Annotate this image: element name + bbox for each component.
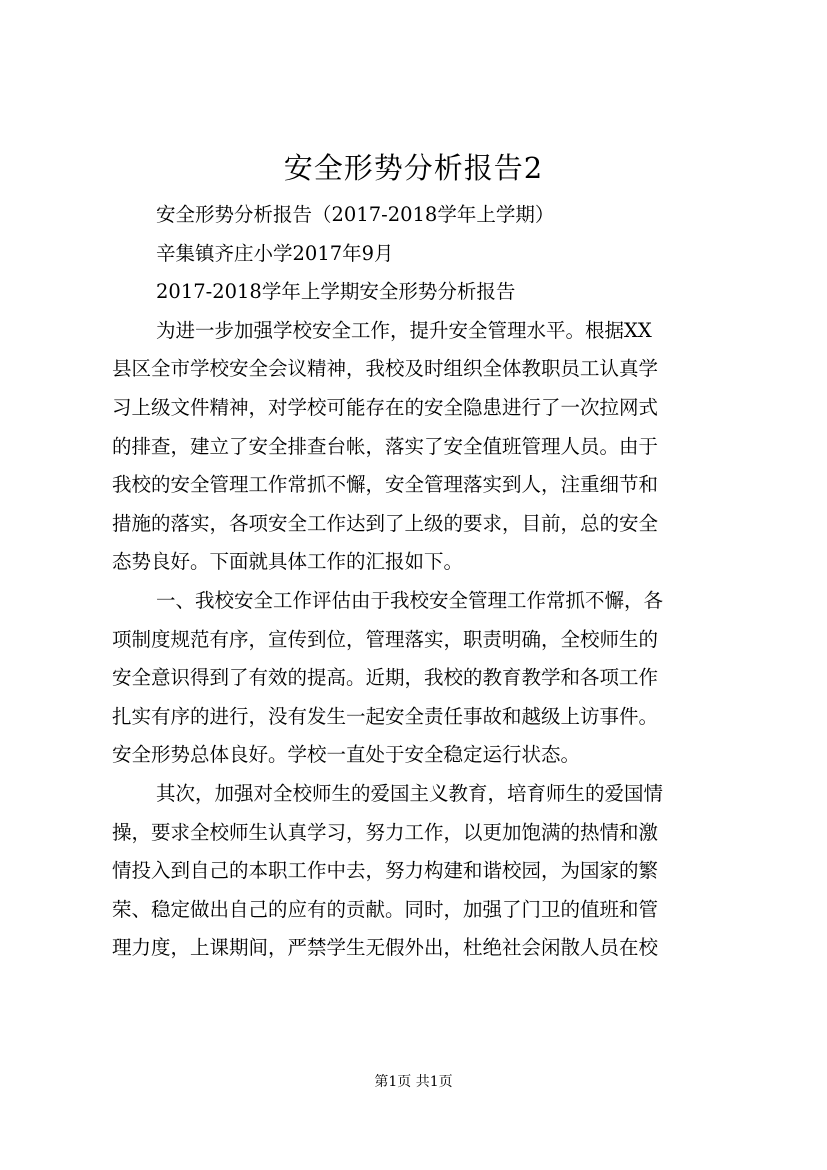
paragraph-line: 扎实有序的进行，没有发生一起安全责任事故和越级上访事件。 [112, 704, 659, 728]
paragraph-line: 我校的安全管理工作常抓不懈，安全管理落实到人，注重细节和 [112, 473, 659, 497]
paragraph-line: 项制度规范有序，宣传到位，管理落实，职责明确，全校师生的 [112, 627, 659, 651]
paragraph-line: 习上级文件精神，对学校可能存在的安全隐患进行了一次拉网式 [112, 395, 659, 419]
paragraph-line: 安全意识得到了有效的提高。近期，我校的教育教学和各项工作 [112, 666, 659, 690]
page-footer: 第1页 共1页 [374, 1074, 453, 1090]
paragraph-line: 为进一步加强学校安全工作，提升安全管理水平。根据XX [156, 318, 652, 342]
paragraph-line: 的排查，建立了安全排查台帐，落实了安全值班管理人员。由于 [112, 434, 659, 458]
document-title: 安全形势分析报告2 [283, 151, 544, 185]
paragraph-line: 理力度，上课期间，严禁学生无假外出，杜绝社会闲散人员在校 [112, 936, 659, 960]
paragraph-line: 荣、稳定做出自己的应有的贡献。同时，加强了门卫的值班和管 [112, 897, 659, 921]
paragraph-line: 情投入到自己的本职工作中去，努力构建和谐校园，为国家的繁 [112, 859, 659, 883]
report-heading-line: 2017-2018学年上学期安全形势分析报告 [156, 280, 516, 304]
paragraph-line: 态势良好。下面就具体工作的汇报如下。 [112, 550, 464, 574]
paragraph-line: 安全形势总体良好。学校一直处于安全稳定运行状态。 [112, 743, 581, 767]
subtitle-line: 安全形势分析报告（2017-2018学年上学期） [156, 203, 555, 226]
paragraph-line: 其次，加强对全校师生的爱国主义教育，培育师生的爱国情 [156, 781, 664, 805]
paragraph-line: 县区全市学校安全会议精神，我校及时组织全体教职员工认真学 [112, 357, 659, 381]
paragraph-line: 一、我校安全工作评估由于我校安全管理工作常抓不懈，各 [156, 588, 664, 612]
author-date-line: 辛集镇齐庄小学2017年9月 [156, 241, 394, 265]
paragraph-line: 操，要求全校师生认真学习，努力工作，以更加饱满的热情和激 [112, 820, 659, 844]
paragraph-line: 措施的落实，各项安全工作达到了上级的要求，目前，总的安全 [112, 511, 659, 535]
document-body [112, 196, 718, 968]
